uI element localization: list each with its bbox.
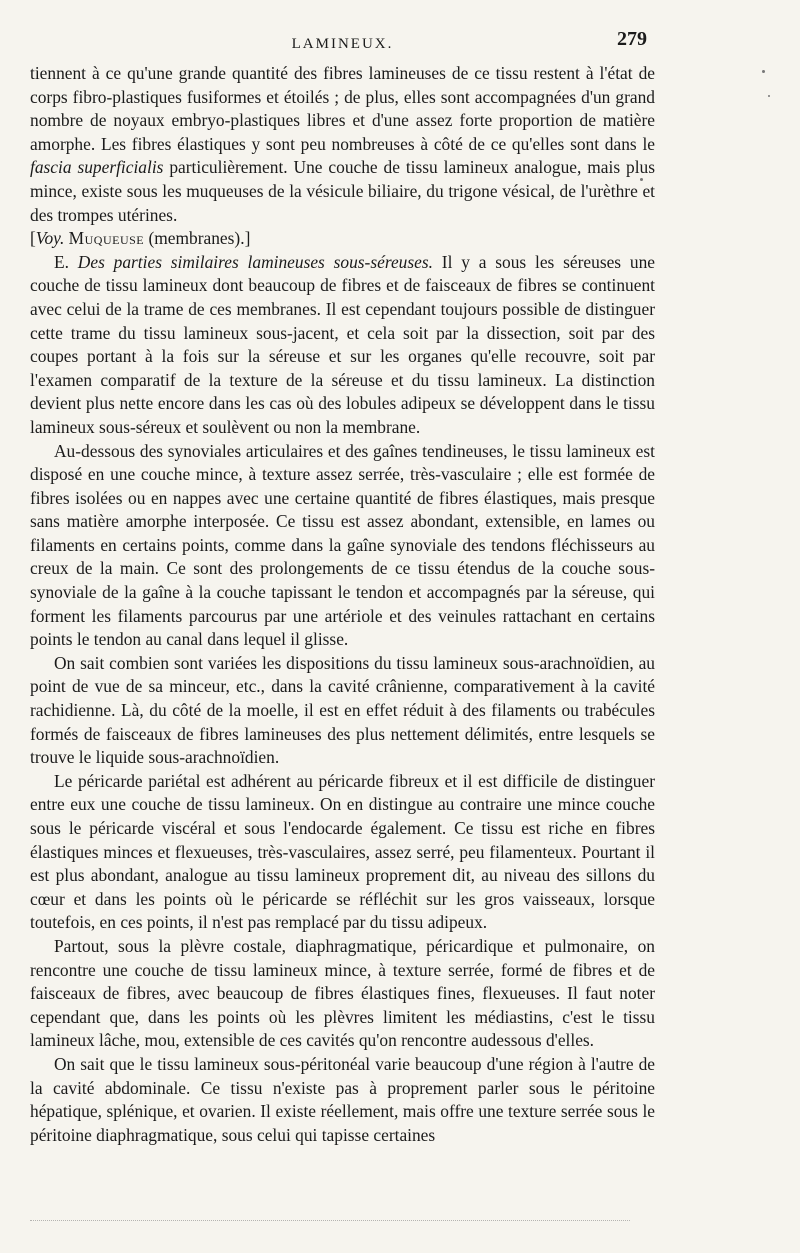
body-text [30,62,655,1147]
paragraph-plevre: Partout, sous la plèvre costale, diaphragmatique, péricardique et pulmonaire, on rencontre une couche de tissu lamineux mince, à texture serrée, formé de fibres et de faisceaux de fibres, avec beaucoup de fibres élastiques fines, flexueuses. Il faut noter cependant que, dans les points où les plèvres limitent les médiastins, c'est le tissu lamineux lâche, mou, extensible de ces cavités qu'on rencontre audessous d'elles. [30,935,655,1051]
paragraph-synoviales: Au-dessous des synoviales articulaires et des gaînes tendineuses, le tissu lamineux est disposé en une couche mince, à texture assez serrée, très-vasculaire ; elle est formée de fibres isolées ou en nappes avec une certaine quantité de fibres élastiques, mais presque sans matière amorphe interposée. Ce tissu est assez abondant, extensible, en lames ou filaments en certains points, comme dans la gaîne synoviale des tendons fléchisseurs au creux de la main. Ce sont des prolongements de ce tissu étendus de la couche sous-synoviale de la gaîne à la couche tapissant le tendon et accompagnés par la séreuse, qui forment les filaments parcourus par une artériole et des veinules rattachant en certains points le tendon au canal dans lequel il glisse. [30,440,655,650]
paragraph-peritoine: On sait que le tissu lamineux sous-péritonéal varie beaucoup d'une région à l'autre de la cavité abdominale. Ce tissu n'existe pas à proprement parler sous le péritoine hépatique, splénique, et ovarien. Il existe réellement, mais offre une texture serrée sous le péritoine diaphragmatique, sous celui qui tapisse certaines [30,1053,655,1145]
scan-speck [762,70,765,73]
running-title: LAMINEUX. [291,36,394,52]
bottom-scan-artifact [30,1220,630,1221]
scan-speck [768,95,770,97]
paragraph-continuation: tiennent à ce qu'une grande quantité des fibres lamineuses de ce tissu restent à l'état de corps fibro-plastiques fusiformes et étoilés ; de plus, elles sont accompagnées d'un grand nombre de noyaux embryo-plastiques libres et d'une assez forte proportion de matière amorphe. Les fibres élastiques y sont peu nombreuses à côté de ce qu'elles sont dans le fascia superficialis particulièrement. Une couche de tissu lamineux analogue, mais plus mince, existe sous les muqueuses de la vésicule biliaire, du trigone vésical, de l'urèthre et des trompes utérines. [30,63,656,225]
paragraph-pericarde: Le péricarde pariétal est adhérent au péricarde fibreux et il est difficile de distinguer entre eux une couche de tissu lamineux. On en distingue au contraire une mince couche sous le péricarde viscéral et sous l'endocarde également. Ce tissu est riche en fibres élastiques minces et flexueuses, très-vasculaires, assez serré, peu filamenteux. Pourtant il est plus abondant, analogue au tissu lamineux proprement dit, au niveau des sillons du cœur et dans les points où le péricarde se réfléchit sur les gros vaisseaux, lorsque toutefois, en ces points, il n'est pas remplacé par du tissu adipeux. [30,770,655,933]
page-header [30,28,655,58]
scan-speck [640,178,643,181]
page-number: 279 [617,28,647,50]
paragraph-arachnoidien: On sait combien sont variées les dispositions du tissu lamineux sous-arachnoïdien, au point de vue de sa minceur, etc., dans la cavité crânienne, comparativement à la cavité rachidienne. Là, du côté de la moelle, il est en effet réduit à des filaments ou trabécules formés de faisceaux de fibres lamineuses des plus nettement délimités, entre lesquels se trouve le liquide sous-arachnoïdien. [30,652,655,768]
paragraph-section-e: E. Des parties similaires lamineuses sous-séreuses. Il y a sous les séreuses une couche de tissu lamineux dont beaucoup de fibres et de faisceaux de fibres se continuent avec celui de la trame de ces membranes. Il est cependant toujours possible de distinguer cette trame du tissu lamineux sous-jacent, et cela soit par la dissection, soit par des coupes portant à la fois sur la séreuse et sur les organes qu'elle recouvre, soit par l'examen comparatif de la texture de la séreuse et du tissu lamineux. La distinction devient plus nette encore dans les cas où des lobules adipeux se développent dans le tissu lamineux sous-séreux et soulèvent ou non la membrane. [30,251,655,437]
paragraph-cross-reference: [Voy. Muqueuse (membranes).] [30,228,251,249]
